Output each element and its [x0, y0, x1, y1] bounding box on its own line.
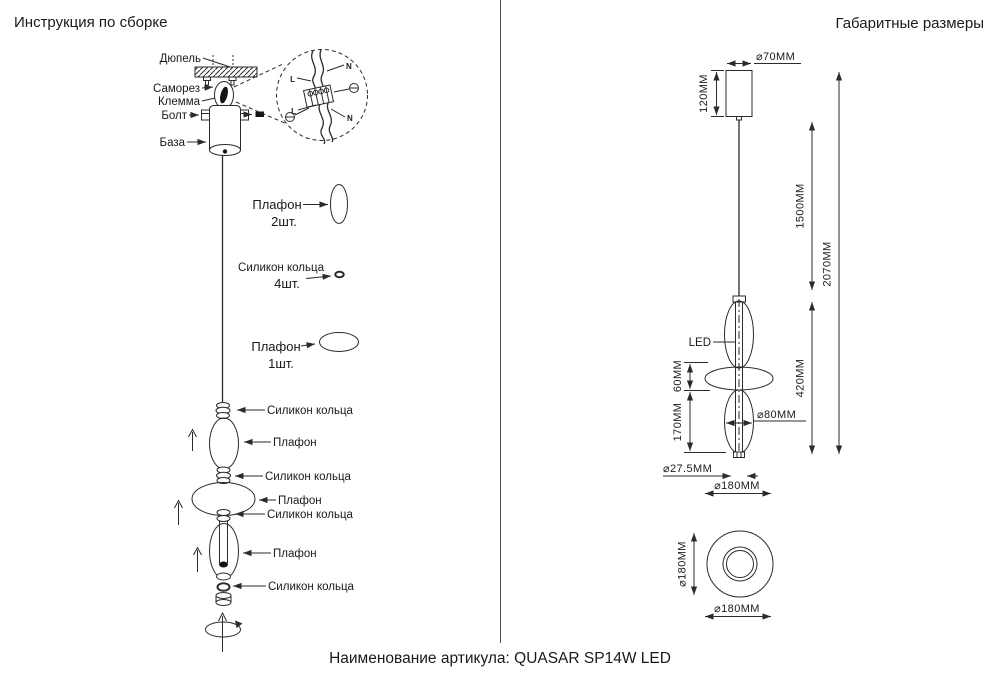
dim-top-view-horizontal: [705, 603, 771, 617]
dim-cable-length: [795, 122, 813, 290]
dim-total-height: [822, 72, 840, 454]
part-3-name: Плафон: [251, 339, 301, 354]
terminal-drawing: [215, 82, 234, 109]
dim-body-height: [795, 302, 813, 454]
up-arrow-1: [189, 430, 197, 452]
svg-text:⌀27.5MM: ⌀27.5MM: [663, 463, 713, 475]
label-l-top: L: [290, 75, 295, 84]
up-arrow-3: [194, 548, 202, 573]
pendant-front-view: [705, 71, 773, 460]
wiring-detail: [234, 50, 368, 145]
label-n-mid: N: [347, 114, 353, 123]
shade-bottom-drawing: [210, 524, 239, 579]
left-panel-title: Инструкция по сборке: [14, 14, 168, 31]
svg-text:⌀180MM: ⌀180MM: [714, 603, 760, 615]
bolt-part: [256, 112, 265, 118]
svg-text:1500MM: 1500MM: [794, 183, 807, 229]
svg-text:2070MM: 2070MM: [821, 241, 834, 287]
assembly-label-4: Плафон: [278, 495, 322, 507]
pendant-top-view: [707, 531, 773, 597]
led-label: LED: [688, 337, 711, 349]
part-2-ring-drawing: [335, 272, 343, 278]
dim-canopy-height: [698, 71, 724, 117]
screw-left: [204, 77, 211, 85]
exploded-assembly: [175, 403, 256, 653]
label-screw: Саморез: [153, 83, 200, 95]
svg-text:170MM: 170MM: [672, 402, 684, 442]
svg-text:⌀180MM: ⌀180MM: [676, 541, 689, 587]
assembly-label-7: Силикон кольца: [268, 581, 354, 593]
assembly-label-2: Плафон: [273, 437, 317, 449]
part-2-name: Силикон кольца: [238, 262, 324, 274]
dim-canopy-diameter: [727, 51, 801, 64]
label-terminal: Клемма: [157, 96, 200, 108]
label-l-mid: L: [291, 107, 296, 116]
rotate-arrow: [206, 613, 243, 652]
screw-symbol-right: [334, 84, 359, 93]
svg-text:⌀180MM: ⌀180MM: [714, 480, 760, 492]
part-2-qty: 4шт.: [274, 276, 300, 291]
dim-body-diameter: [705, 480, 771, 494]
base-drawing: [202, 106, 265, 156]
screw-right: [229, 77, 236, 85]
right-panel-title: Габаритные размеры: [835, 15, 984, 32]
part-1-name: Плафон: [252, 197, 302, 212]
assembly-label-6: Плафон: [273, 548, 317, 560]
svg-text:⌀70MM: ⌀70MM: [756, 51, 796, 63]
terminal-block: [304, 85, 334, 107]
led-callout: [689, 337, 735, 349]
part-3-shade-drawing: [320, 333, 359, 352]
part-1-qty: 2шт.: [271, 214, 297, 229]
assembly-label-5: Силикон кольца: [267, 509, 353, 521]
dim-shade-heights: [672, 360, 726, 453]
svg-text:60MM: 60MM: [672, 359, 684, 393]
article-name: Наименование артикула: QUASAR SP14W LED: [329, 650, 671, 667]
assembly-labels: [233, 405, 355, 593]
dim-tip-diameter: [663, 463, 758, 476]
svg-text:120MM: 120MM: [698, 74, 710, 113]
assembly-label-3: Силикон кольца: [265, 471, 351, 483]
svg-text:420MM: 420MM: [794, 358, 807, 398]
label-bolt: Болт: [161, 110, 187, 122]
assembly-label-1: Силикон кольца: [267, 405, 353, 417]
up-arrow-2: [175, 501, 183, 526]
dim-bottom-shade-diameter: [726, 409, 806, 423]
dim-top-view-vertical: [677, 533, 695, 595]
canopy-drawing: [726, 71, 752, 117]
label-base: База: [159, 137, 185, 149]
shade-top-drawing: [210, 418, 239, 469]
part-1-shade-drawing: [331, 185, 348, 224]
screw-symbol-left: [286, 108, 310, 122]
svg-text:⌀80MM: ⌀80MM: [757, 409, 797, 421]
label-dowel: Дюпель: [159, 53, 201, 65]
parts-list: [238, 185, 358, 372]
label-n-top: N: [346, 62, 352, 71]
part-3-qty: 1шт.: [268, 356, 294, 371]
bottom-tip-drawing: [734, 452, 745, 458]
